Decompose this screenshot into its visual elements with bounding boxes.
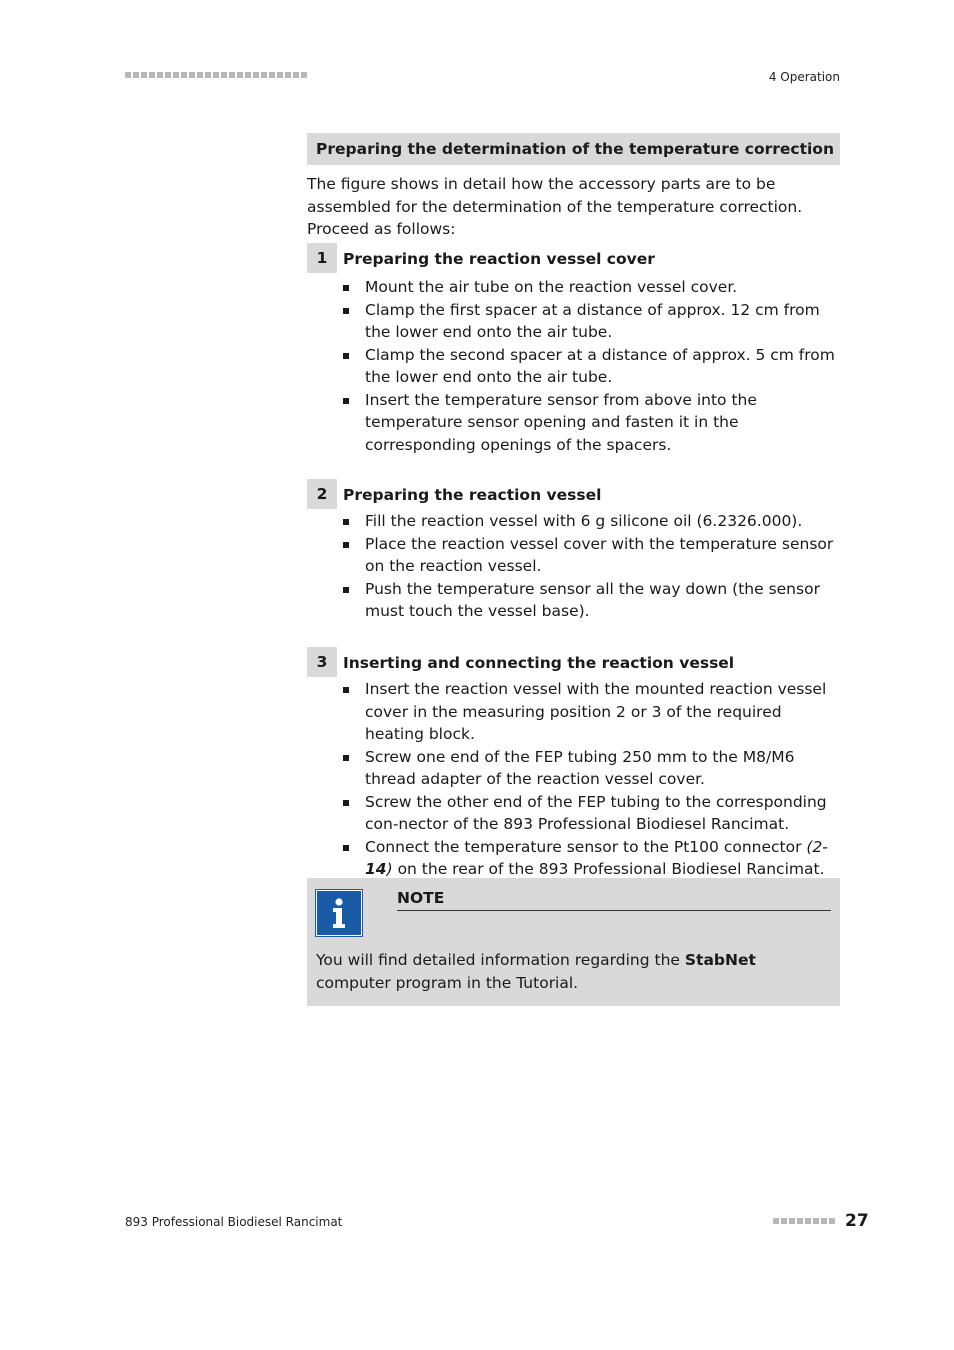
section-intro: The figure shows in detail how the accessory parts are to be assembled for the determination of the temperature correction. Proceed as follows: (307, 175, 803, 238)
bullet-square-icon (343, 800, 349, 806)
step-number: 1 (307, 243, 337, 273)
bullet-square-icon (343, 285, 349, 291)
bullet-square-icon (343, 519, 349, 525)
bullet-square-icon (343, 845, 349, 851)
step-number: 3 (307, 647, 337, 677)
footer-product: 893 Professional Biodiesel Rancimat (125, 1215, 343, 1229)
list-item: Fill the reaction vessel with 6 g silicone oil (6.2326.000). (343, 510, 840, 533)
footer-decoration (773, 1218, 839, 1226)
bullet-square-icon (343, 755, 349, 761)
list-item: Clamp the first spacer at a distance of approx. 12 cm from the lower end onto the air tube. (343, 299, 840, 344)
header-chapter: 4 Operation (768, 70, 840, 84)
bullet-square-icon (343, 353, 349, 359)
list-item: Insert the reaction vessel with the mounted reaction vessel cover in the measuring position 2 or 3 of the required heating block. (343, 678, 840, 746)
page-number: 27 (845, 1211, 869, 1231)
figure-reference: 14 (365, 860, 387, 878)
step-bullet-list (343, 510, 840, 623)
step-bullet-list (343, 276, 840, 456)
bullet-square-icon (343, 398, 349, 404)
note-box (307, 878, 840, 1006)
info-icon (316, 890, 362, 936)
list-item: Insert the temperature sensor from above into the temperature sensor opening and fasten it in the corresponding openings of the spacers. (343, 389, 840, 457)
list-item: Clamp the second spacer at a distance of approx. 5 cm from the lower end onto the air tube. (343, 344, 840, 389)
list-item: Connect the temperature sensor to the Pt100 connector (2-14) on the rear of the 893 Professional Biodiesel Rancimat. (343, 836, 840, 881)
list-item: Place the reaction vessel cover with the temperature sensor on the reaction vessel. (343, 533, 840, 578)
bullet-square-icon (343, 587, 349, 593)
bullet-square-icon (343, 542, 349, 548)
program-name: StabNet (684, 951, 756, 969)
step-title: Preparing the reaction vessel cover (343, 250, 655, 268)
step-title: Preparing the reaction vessel (343, 486, 602, 504)
note-body: You will find detailed information regarding the StabNet computer program in the Tutorial. (316, 951, 756, 992)
header-decoration (125, 72, 307, 80)
note-heading: NOTE (397, 888, 831, 911)
step-number: 2 (307, 479, 337, 509)
step-bullet-list (343, 678, 840, 881)
section-title: Preparing the determination of the temperature correction (307, 133, 840, 165)
list-item: Push the temperature sensor all the way down (the sensor must touch the vessel base). (343, 578, 840, 623)
bullet-square-icon (343, 308, 349, 314)
list-item: Screw one end of the FEP tubing 250 mm to the M8/M6 thread adapter of the reaction vessel cover. (343, 746, 840, 791)
bullet-square-icon (343, 687, 349, 693)
list-item: Screw the other end of the FEP tubing to the corresponding con-nector of the 893 Professional Biodiesel Rancimat. (343, 791, 840, 836)
step-title: Inserting and connecting the reaction vessel (343, 654, 735, 672)
list-item: Mount the air tube on the reaction vessel cover. (343, 276, 840, 299)
